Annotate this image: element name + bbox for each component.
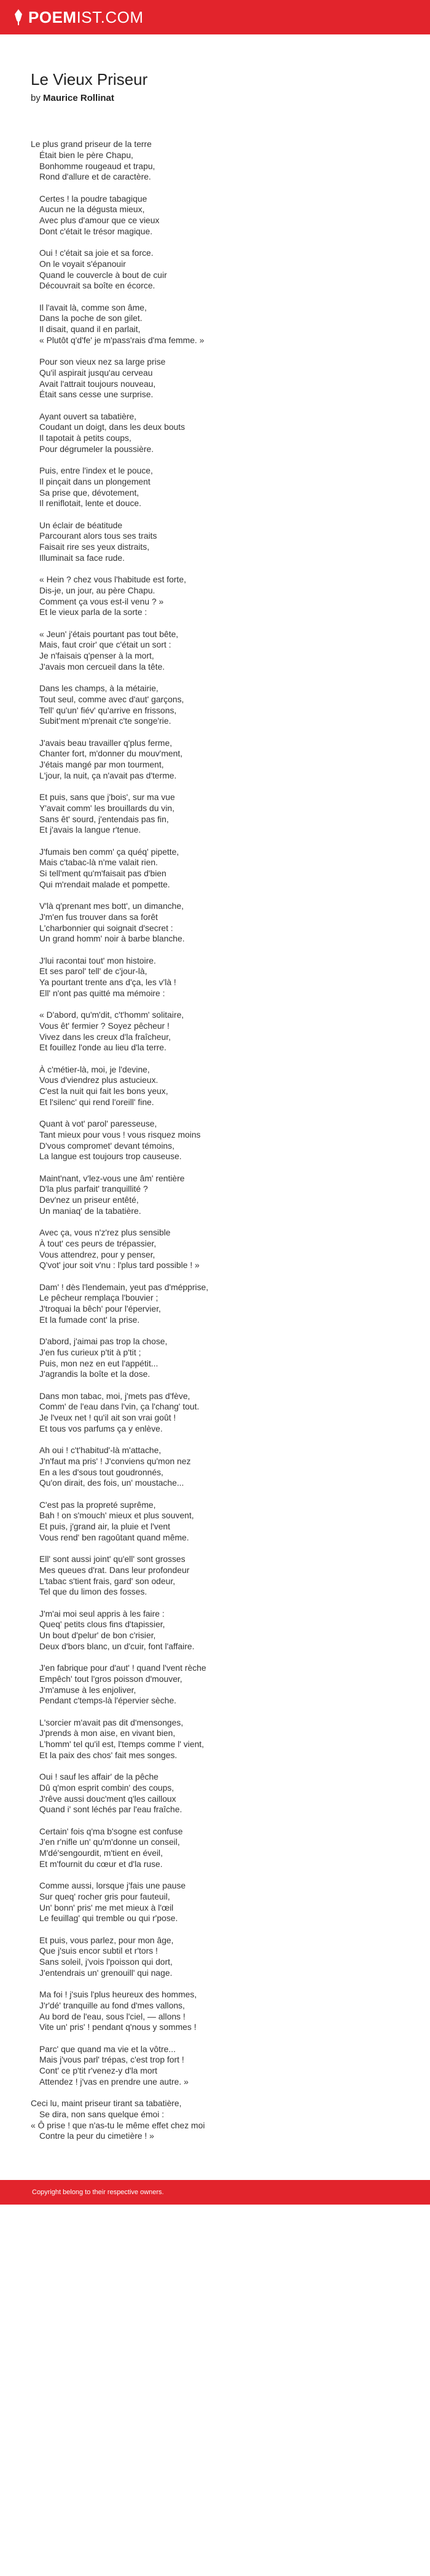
stanza: [31, 1718, 399, 1761]
poem-line: Je n'faisais q'penser à la mort,: [39, 651, 154, 661]
poem-line: Il disait, quand il en parlait,: [39, 324, 141, 335]
poem-line: Et la paix des chos' fait mes songes.: [39, 1750, 178, 1760]
poem-line: Vous êt' fermier ? Soyez pêcheur !: [39, 1020, 170, 1031]
poem-line: L'jour, la nuit, ça n'avait pas d'terme.: [39, 770, 177, 780]
poem-line: J'en r'nifle un' qu'm'donne un conseil,: [39, 1837, 180, 1847]
poem-line: Dans les champs, à la métairie,: [39, 683, 158, 694]
stanza: [31, 1227, 399, 1271]
poem-line: Aucun ne la dégusta mieux,: [39, 204, 145, 215]
poem-line: Était bien le père Chapu,: [39, 149, 133, 160]
poem-line: J'agrandis la boîte et la dose.: [39, 1369, 150, 1379]
poem-line: Et le vieux parla de la sorte :: [39, 607, 147, 617]
poem-line: Qui m'rendait malade et pompette.: [39, 879, 170, 889]
poem-body: [31, 139, 399, 2142]
poem-line: « Jeun' j'étais pourtant pas tout bête,: [39, 628, 179, 639]
stanza: [31, 1772, 399, 1815]
poem-line: « Plutôt q'd'fe' je m'pass'rais d'ma femme. »: [39, 335, 205, 345]
poem-line: C'est la nuit qui fait les bons yeux,: [39, 1086, 168, 1096]
poem-line: Rond d'allure et de caractère.: [39, 172, 151, 182]
stanza: [31, 194, 399, 237]
poem-line: Ya pourtant trente ans d'ça, les v'là !: [39, 977, 176, 988]
poem-line: Bonhomme rougeaud et trapu,: [39, 161, 155, 171]
poem-line: L'charbonnier qui soignait d'secret :: [39, 922, 173, 933]
poem-line: Empêch' tout l'gros poisson d'mouver,: [39, 1673, 182, 1684]
poem-line: Et puis, vous parlez, pour mon âge,: [39, 1935, 174, 1945]
poem-line: Oui ! c'était sa joie et sa force.: [39, 248, 154, 258]
stanza: [31, 1609, 399, 1652]
poem-line: J'avais mon cercueil dans la tête.: [39, 661, 165, 672]
stanza: [31, 1663, 399, 1706]
stanza: [31, 1500, 399, 1544]
poem-line: Le feuillag' qui tremble ou qui r'pose.: [39, 1913, 178, 1924]
poem-line: L'homm' tel qu'il est, l'temps comme l' vient,: [39, 1739, 205, 1750]
poem-line: Était sans cesse une surprise.: [39, 389, 154, 400]
poem-line: Sans êt' sourd, j'entendais pas fin,: [39, 814, 169, 824]
poem-line: L'tabac s'tient frais, gard' son odeur,: [39, 1575, 176, 1586]
poem-line: Il reniflotait, lente et douce.: [39, 498, 142, 509]
poem-line: Tel que du limon des fosses.: [39, 1587, 147, 1597]
poem-line: Deux d'bors blanc, un d'cuir, font l'affaire.: [39, 1641, 195, 1651]
poem-line: Mes queues d'rat. Dans leur profondeur: [39, 1564, 190, 1575]
poem-line: Mais c'tabac-là n'me valait rien.: [39, 857, 158, 868]
poem-line: Que j'suis encor subtil et r'tors !: [39, 1946, 158, 1956]
poem-line: Le pêcheur remplaça l'bouvier ;: [39, 1293, 158, 1303]
poem-line: Y'avait comm' les brouillards du vin,: [39, 803, 174, 813]
poem-line: D'la plus parfait' tranquillité ?: [39, 1184, 148, 1194]
stanza: [31, 357, 399, 400]
poem-line: Dû q'mon esprit combin' des coups,: [39, 1782, 174, 1793]
poem-line: Comment ça vous est-il venu ? »: [39, 596, 164, 606]
poem-line: M'dé'sengourdit, m'tient en éveil,: [39, 1848, 163, 1858]
stanza: [31, 1336, 399, 1380]
stanza: [31, 1010, 399, 1053]
poem-line: Un éclair de béatitude: [39, 520, 123, 530]
poem-line: Dans la poche de son gilet.: [39, 313, 143, 323]
poem-line: Quand i' sont léchés par l'eau fraîche.: [39, 1804, 182, 1815]
poem-line: Vous d'viendrez plus astucieux.: [39, 1075, 158, 1085]
poem-line: En a les d'sous tout goudronnés,: [39, 1467, 163, 1477]
poem-line: J'en fabrique pour d'aut' ! quand l'vent rèche: [39, 1663, 206, 1673]
poem-line: Et fouillez l'onde au lieu d'la terre.: [39, 1042, 166, 1053]
poem-line: Se dira, non sans quelque émoi :: [39, 2109, 165, 2119]
quill-pen-icon: [14, 9, 23, 25]
poem-line: Et l'silenc' qui rend l'oreill' fine.: [39, 1096, 154, 1107]
poem-line: Parc' que quand ma vie et la vôtre...: [39, 2043, 176, 2054]
poem-line: Comme aussi, lorsque j'fais une pause: [39, 1880, 186, 1891]
site-header: [0, 0, 430, 34]
stanza: [31, 792, 399, 836]
poem-line: Au bord de l'eau, sous l'ciel, — allons !: [39, 2011, 186, 2021]
stanza: [31, 1391, 399, 1435]
poem-line: Ayant ouvert sa tabatière,: [39, 411, 137, 421]
stanza: [31, 248, 399, 291]
poem-line: Et tous vos parfums ça y enlève.: [39, 1423, 163, 1433]
poem-byline: [31, 93, 399, 103]
stanza: [31, 574, 399, 618]
poem-line: Q'vot' jour soit v'nu : l'plus tard possible ! »: [39, 1260, 200, 1270]
poem-line: Vous rend' ben ragoûtant quand même.: [39, 1532, 189, 1542]
stanza: [31, 520, 399, 564]
poem-line: Sa prise que, dévotement,: [39, 487, 139, 497]
poem-line: Et puis, sans que j'bois', sur ma vue: [39, 792, 175, 803]
poem-line: Bah ! on s'mouch' mieux et plus souvent,: [39, 1510, 194, 1521]
stanza: [31, 139, 399, 183]
poem-line: D'vous compromet' devant témoins,: [39, 1140, 174, 1151]
poem-line: Dis-je, un jour, au père Chapu.: [39, 585, 155, 595]
stanza: [31, 1935, 399, 1979]
poem-line: Puis, entre l'index et le pouce,: [39, 466, 153, 476]
poem-line: Chanter fort, m'donner du mouv'ment,: [39, 748, 183, 759]
poem-line: Vous attendrez, pour y penser,: [39, 1249, 155, 1259]
poem-line: J'r'dé' tranquille au fond d'mes vallons,: [39, 2000, 185, 2010]
poem-line: On le voyait s'épanouir: [39, 258, 126, 269]
poem-line: D'abord, j'aimai pas trop la chose,: [39, 1336, 168, 1347]
logo-bold-part: POEM: [28, 8, 77, 26]
poem-line: Dans mon tabac, moi, j'mets pas d'fève,: [39, 1390, 190, 1401]
poem-line: « Ô prise ! que n'as-tu le même effet chez moi: [31, 2120, 205, 2130]
poem-line: Maint'nant, v'lez-vous une âm' rentière: [39, 1173, 185, 1183]
poem-line: Avec plus d'amour que ce vieux: [39, 215, 160, 226]
poem-line: Si tell'ment qu'm'faisait pas d'bien: [39, 868, 166, 879]
poem-line: Tant mieux pour vous ! vous risquez moins: [39, 1129, 201, 1139]
poem-line: J'prends à mon aise, en vivant bien,: [39, 1728, 176, 1738]
poem-line: Le plus grand priseur de la terre: [31, 139, 152, 149]
poem-line: Vivez dans les creux d'la fraîcheur,: [39, 1031, 171, 1042]
poem-line: J'n'faut ma pris' ! J'conviens qu'mon nez: [39, 1456, 191, 1466]
poem-line: Tell' qu'un' fiév' qu'arrive en frissons,: [39, 705, 177, 715]
stanza: [31, 466, 399, 509]
poem-line: Pendant c'temps-là l'épervier sèche.: [39, 1695, 177, 1706]
poem-line: Illuminait sa face rude.: [39, 552, 125, 563]
poem-line: Et puis, j'grand air, la pluie et l'vent: [39, 1521, 171, 1532]
poem-line: Ceci lu, maint priseur tirant sa tabatière,: [31, 2098, 182, 2109]
poem-line: Et j'avais la langue r'tenue.: [39, 825, 141, 835]
poem-line: Un' bonn' pris' me met mieux à l'œil: [39, 1902, 174, 1912]
poem-line: Pour son vieux nez sa large prise: [39, 357, 166, 367]
stanza: [31, 738, 399, 782]
poem-line: « D'abord, qu'm'dit, c't'homm' solitaire,: [39, 1010, 184, 1020]
poem-line: J'en fus curieux p'tit à p'tit ;: [39, 1347, 141, 1357]
poem-line: J'étais mangé par mon tourment,: [39, 759, 164, 770]
stanza: [31, 901, 399, 945]
copyright-text: Copyright belong to their respective owners.: [32, 2189, 164, 2196]
stanza: [31, 956, 399, 999]
site-footer: [0, 2180, 430, 2205]
stanza: [31, 1282, 399, 1326]
poem-line: Dam' ! dès l'lendemain, yeut pas d'mépprise,: [39, 1282, 209, 1292]
stanza: [31, 683, 399, 727]
poem-line: J'fumais ben comm' ça quéq' pipette,: [39, 846, 179, 857]
poem-line: J'm'amuse à les enjoliver,: [39, 1684, 136, 1695]
poem-content: [0, 34, 399, 2142]
poem-line: La langue est toujours trop causeuse.: [39, 1151, 182, 1162]
poem-line: Quand le couvercle à bout de cuir: [39, 269, 167, 280]
poem-title: Le Vieux Priseur: [31, 70, 148, 89]
poem-line: Et la fumade cont' la prise.: [39, 1314, 140, 1325]
poem-line: À tout' ces peurs de trépassier,: [39, 1238, 157, 1248]
poem-line: Un maniaq' de la tabatière.: [39, 1205, 141, 1216]
poem-line: Un bout d'pelur' de bon c'risier,: [39, 1630, 156, 1641]
poem-line: Mais, faut croir' que c'était un sort :: [39, 640, 171, 650]
poem-line: Sans soleil, j'vois l'poisson qui dort,: [39, 1957, 173, 1967]
poem-line: J'avais beau travailler q'plus ferme,: [39, 737, 173, 748]
poem-line: Tout seul, comme avec d'aut' garçons,: [39, 694, 184, 704]
poem-line: Il pinçait dans un plongement: [39, 476, 150, 486]
poem-line: Certain' fois q'ma b'sogne est confuse: [39, 1826, 183, 1836]
poem-line: Certes ! la poudre tabagique: [39, 193, 147, 204]
poem-line: Un grand homm' noir à barbe blanche.: [39, 933, 185, 944]
poem-line: Avec ça, vous n'z'rez plus sensible: [39, 1227, 171, 1238]
logo-light-part: IST.COM: [76, 8, 144, 26]
poem-line: Subit'ment m'prenait c'te songe'rie.: [39, 716, 171, 726]
site-logo-link[interactable]: [14, 9, 144, 25]
poem-line: Pour dégrumeler la poussière.: [39, 443, 154, 454]
stanza: [31, 1989, 399, 2033]
poem-line: Dev'nez un priseur entêté,: [39, 1195, 139, 1205]
poem-line: Comm' de l'eau dans l'vin, ça l'chang' tout.: [39, 1401, 200, 1412]
poem-line: Queq' petits clous fins d'tapissier,: [39, 1619, 165, 1630]
poem-line: Vite un' pris' ! pendant q'nous y sommes !: [39, 2022, 197, 2032]
poem-line: Quant à vot' parol' paresseuse,: [39, 1119, 157, 1129]
poem-line: Qu'on dirait, des fois, un' moustache...: [39, 1478, 184, 1488]
stanza: [31, 2044, 399, 2088]
poem-line: « Hein ? chez vous l'habitude est forte,: [39, 574, 186, 585]
poem-line: C'est pas la propreté suprême,: [39, 1499, 156, 1510]
poem-line: Attendez ! j'vas en prendre une autre. »: [39, 2076, 189, 2087]
poem-line: J'm'en fus trouver dans sa forêt: [39, 911, 158, 922]
poem-line: Avait l'attrait toujours nouveau,: [39, 378, 156, 389]
stanza: [31, 1826, 399, 1870]
poem-line: J'm'ai moi seul appris à les faire :: [39, 1608, 165, 1619]
stanza: [31, 1119, 399, 1162]
stanza: [31, 1445, 399, 1489]
poem-line: Je l'veux net ! qu'il ait son vrai goût !: [39, 1413, 176, 1423]
stanza: [31, 1554, 399, 1598]
poem-line: Oui ! sauf les affair' de la pêche: [39, 1772, 158, 1782]
stanza: [31, 1880, 399, 1924]
stanza: [31, 2098, 399, 2142]
poem-line: Et m'fournit du cœur et d'la ruse.: [39, 1858, 163, 1869]
poem-line: J'troquai la bêch' pour l'épervier,: [39, 1304, 161, 1314]
poem-line: L'sorcier m'avait pas dit d'mensonges,: [39, 1717, 184, 1727]
poem-line: Dont c'était le trésor magique.: [39, 226, 153, 236]
byline-prefix: by: [31, 93, 41, 104]
author-link[interactable]: Maurice Rollinat: [43, 93, 114, 104]
poem-line: J'lui racontai tout' mon histoire.: [39, 955, 156, 965]
poem-line: Et ses parol' tell' de c'jour-là,: [39, 966, 147, 977]
poem-line: Faisait rire ses yeux distraits,: [39, 542, 150, 552]
poem-line: Sur queq' rocher gris pour fauteuil,: [39, 1891, 170, 1901]
poem-line: Qu'il aspirait jusqu'au cerveau: [39, 367, 153, 378]
site-logo-text: [28, 9, 144, 25]
poem-line: Il l'avait là, comme son âme,: [39, 302, 147, 312]
poem-line: J'rêve aussi douc'ment q'les cailloux: [39, 1793, 176, 1804]
stanza: [31, 629, 399, 673]
stanza: [31, 411, 399, 455]
poem-line: Contre la peur du cimetière ! »: [39, 2131, 154, 2141]
stanza: [31, 847, 399, 890]
poem-line: Puis, mon nez en eut l'appétit...: [39, 1358, 158, 1368]
poem-line: Ma foi ! j'suis l'plus heureux des hommes,: [39, 1989, 197, 2000]
poem-line: V'là q'prenant mes bott', un dimanche,: [39, 901, 184, 911]
poem-line: Cont' ce p'tit r'venez-y d'la mort: [39, 2066, 158, 2076]
stanza: [31, 303, 399, 346]
poem-line: Il tapotait à petits coups,: [39, 433, 131, 443]
poem-line: Coudant un doigt, dans les deux bouts: [39, 422, 186, 432]
stanza: [31, 1064, 399, 1108]
poem-line: Ell' n'ont pas quitté ma mémoire :: [39, 988, 165, 998]
poem-line: Ell' sont aussi joint' qu'ell' sont grosses: [39, 1554, 186, 1564]
poem-line: Ah oui ! c't'habitud'-là m'attache,: [39, 1445, 162, 1456]
poem-line: Mais j'vous parl' trépas, c'est trop fort !: [39, 2055, 184, 2065]
poem-line: Découvrait sa boîte en écorce.: [39, 280, 155, 291]
poem-line: Parcourant alors tous ses traits: [39, 531, 157, 541]
stanza: [31, 1173, 399, 1217]
poem-line: À c'métier-là, moi, je l'devine,: [39, 1064, 150, 1074]
poem-line: J'entendrais un' grenouill' qui nage.: [39, 1967, 173, 1978]
